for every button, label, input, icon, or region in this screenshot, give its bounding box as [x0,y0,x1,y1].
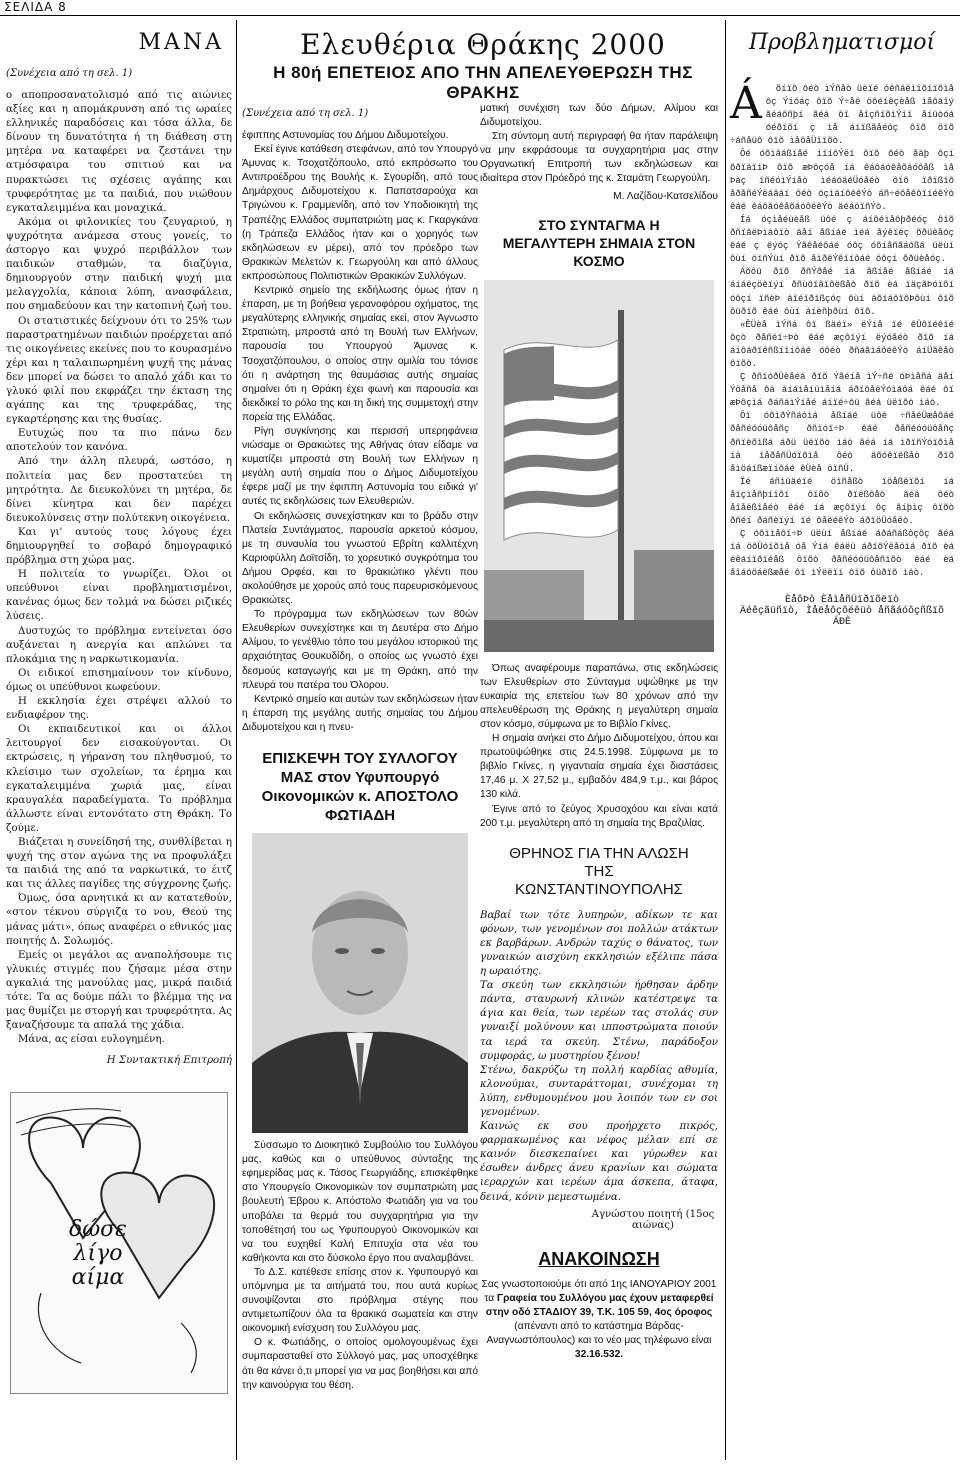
paragraph: Áõôü ðïõ ðñÝðåé íá ãßíåé åßíáé íá áíáëçöèïýí ðñùôïâïõëßåò ðïõ èá ïäçãÞóïõí óôçí ïñèÞ áîéïðïßçóç ôùí äõíáôïôÞôùí ôïõ ôüðïõ êáé ôùí áíèñþðùí ôïõ. [730,267,954,317]
flag-article-body [480,662,718,831]
paragraph: Ç óõììåôï÷Þ üëùí åßíáé áðáñáßôçôç ãéá íá öôÜóïõìå óå Ýíá êáëü áðïôÝëåóìá ðïõ èá éêáíïðïéåß ôïõò ðåñéóóüôåñïõò êáé èá åîáóöáëßæåé ôï ìÝëëïí ôïõ ôüðïõ ìáò. [730,529,954,579]
paragraph: Το Δ.Σ. κατέθεσε επίσης στον κ. Υφυπουργό και υπόμνημα με τα αιτήματά του, που αυτά κυρίως συνοψίζονται στο πρόβλημα στέγης που αντιμετωπίζουν όλα τα θρακικά σωματεία και στην οικονομική ενίσχυση του Συλλόγου μας. [242,1266,478,1335]
continued-note: (Συνέχεια από τη σελ. 1) [242,108,369,119]
paragraph: Ρίγη συγκίνησης και περισσή υπερηφάνεια νιώσαμε οι Θρακιώτες της Αθήνας όταν είδαμε να κυματίζει μπροστά στη Βουλή των Ελλήνων η μεγάλη αυτή σημαία που ο Δήμος Διδυμοτείχου έφερε μαζί με την έφιππη Αστυνομία του ειδικά γι' αυτές τις εκδηλώσεις των Ελευθεριών. [242,425,478,508]
blood-donation-drawing [10,1092,228,1394]
drop-cap: Á [730,78,762,129]
paragraph: ο αποπροσανατολισμό από τις αιώνιες αξίες και η απομάκρυνση από τις ωραίες ελληνικές παραδόσεις και τόσα άλλα, δε δίνουν τη δυνατότητα ή τη διάθεση στη μητέρα να καταφέρει να ζεστάνει την ατμόσφαιρα του σπιτιού και να πυρακτώσει τις σχέσεις αγάπης και τρυφερότητας με τα παιδιά, που νιώθουν εγκαταλειμμένα και μοναχικά. [6,90,232,214]
paragraph: Íá óçìåéùèåß üôé ç áíôéìåôþðéóç ôïõ ðñïâëÞìáôïò äåí åßíáé ìéá åýêïëç õðüèåóç êáé ç ëýóç Ýãêåéôáé óôç óõíåñãáóßá üëùí ôùí öïñÝùí ðïõ åìðëÝêïíôáé óôçí õðüèåóç. [730,214,954,265]
paragraph: Οι εκδηλώσεις συνεχίστηκαν και το βράδυ στην Πλατεία Συντάγματος, παρουσία αρκετού κόσμου, με τη συναυλία του γνωστού Εβρίτη καλλιτέχνη Καριοφύλλη Δοϊτσίδη, το χορευτικό συγκρότημα του Δήμου Ορφέα, και το θρακιώτικο γλέντι που ακολούθησε με χορούς από τους παρευρισκόμενους Θρακιώτες. [242,510,478,607]
page-number: ΣΕΛΙΔΑ 8 [4,0,67,14]
paragraph: Ïé áñìüäéïé öïñåßò ïöåßëïõí íá åíçìåñþíïõí ôïõò ðïëßôåò ãéá ôéò åîåëßîåéò êáé íá æçôïýí ôç ãíþìç ôïõò ðñéí ðáñèïýí ïé ôåëéêÝò áðïöÜóåéò. [730,476,954,527]
paragraph: Από την άλλη πλευρά, ωστόσο, η πολιτεία μας δεν προστατεύει τη μητρότητα. Δε διευκολύνει τη μητέρα, δε δίνει κίνητρα και δεν παρέχει διευκολύνσεις στην πολύτεκνη οικογένεια. [6,456,232,524]
paragraph: Κεντρικό σημείο και αυτών των εκδηλώσεων ήταν η έπαρση της μεγάλης αυτής σημαίας του Δήμου Διδυμοτείχου και η πνευ- [242,693,478,733]
article-body [480,102,718,187]
paragraph: Οι στατιστικές δείχνουν ότι το 25% των παραστρατημένων παιδιών προέρχεται από τις οικογένειες εκείνες που το κουρασμένο χέρι και η ταλαιπωρημένη ψυχή της μάνας δεν μπορεί να δώσει το απαλό χάδι και το γλυκό φιλί που εκφράζει την έκταση της αγάπης και της τρυφεράδας, της εγκαρτέρησης και της θυσίας. [6,315,232,426]
paragraph: Βαβαί των τότε λυπηρών, αδίκων τε και φόνων, των γενομένων σοι πολλών ατάκτων εκ βαρβάρων. Ανδρών ταχύς ο θάνατος, των γυναικών αισχύνη εκκλησιών εξέλιπε πάσα η ωραιότης. [480,909,718,978]
paragraph: Στένω, δακρύζω τη πολλή καρδίας αθυμία, κλονούμαι, συνταράττομαι, συνέχομαι τη λύπη, ενθυμουμένου μου λοιπόν των εν σοι γενομένων. [480,1064,718,1118]
article-title-mana: ΜΑΝΑ [138,30,224,55]
article-signature-role: Äéêçãüñïò, Ìåëåôçôéêüò åñãáóôçñßïõ ÁÐÈ [739,605,945,628]
paragraph: Η πολιτεία το γνωρίζει. Όλοι οι υπεύθυνοι είναι προβληματισμένοι, κανένας όμως δεν τολμά να δώσει ριζικές λύσεις. [6,569,232,623]
paragraph: Ç ðñïóðÜèåéá ðïõ Ýãéíå ìÝ÷ñé óÞìåñá äåí Ýöåñå ôá áíáìåíüìåíá áðïôåëÝóìáôá êáé ôï æÞôçìá ðáñáìÝíåé áíïé÷ôü ãéá üëïõò ìáò. [730,372,954,409]
paragraph: Έγινε από το ζεύγος Χρυσοχόου και είναι κατά 200 τ.μ. μεγαλύτερη από τη σημαία της Βραζιλίας. [480,803,718,829]
flag-photo [484,280,714,652]
paragraph: Μάνα, ας είσαι ευλογημένη. [18,1034,165,1046]
greek-flag-photo-icon [484,280,714,652]
continued-note: (Συνέχεια από τη σελ. 1) [6,68,133,79]
announcement-body: Σας γνωστοποιούμε ότι από 1ης ΙΑΝΟΥΑΡΙΟΥ 2001 τα Γραφεία του Συλλόγου μας έχουν μεταφερθεί στην οδό ΣΤΑΔΙΟΥ 39, Τ.Κ. 105 59, 4ος όροφος (απέναντι από το κατάστημα Βάρδας-Αναγνωστόπουλος) και το νέο μας τηλέφωνο είναι 32.16.532. [481,1278,717,1360]
drawing-caption: δώσε λίγο αίμα [68,1217,127,1291]
paragraph: õíïõ ôéò ìÝñåò üëïé óêñáëìïõíïõìå ôç Ýíóáç ôïõ Ý÷åé öôéíëçèåß ìåôáîý ãéáôñþí ãéá ôï åîçñïõìÝíï åíüòóá óéðïõí ç ìå áíïßãåéóç ôïõ öïõ ÷áñåüô ôïõ ìåôåÜîïõò. [730,84,955,147]
poem-title: ΘΡΗΝΟΣ ΓΙΑ ΤΗΝ ΑΛΩΣΗ ΤΗΣ ΚΩΝΣΤΑΝΤΙΝΟΥΠΟΛΗΣ [509,844,689,898]
column-divider [725,20,726,1460]
visit-headline: ΕΠΙΣΚΕΨΗ ΤΟΥ ΣΥΛΛΟΓΟΥ ΜΑΣ στον Υφυπουργό Οικονομικών κ. ΑΠΟΣΤΟΛΟ ΦΩΤΙΑΔΗ [261,750,459,825]
paragraph: Καινώς εκ σου προήρχετο πικρός, φαρμακωμένος και νέφος μέλαν επί σε καινόν διεσκεπαίνει και γύρωθεν και έσωθεν άνδρες άνευ κρανίων και σώματα ιεραρχών και ιερέων άμα άσκεπα, άταφα, δεινά, κόνιν μεμεστωμένα. [480,1121,718,1203]
article-body [730,78,955,581]
paragraph: έφιππης Αστυνομίας του Δήμου Διδυμοτείχου. [242,130,449,141]
man-portrait-icon [252,833,468,1133]
article-title-problems: Προβληματισμοί [748,30,936,55]
paragraph: Ôé óõìâáßíåé ìïíôÝëï ôïõ ôéò åäþ ôçí õðïäïìÞ ôïõ æÞôçóå íá êáôáóêåõáóôåß ìå Þäç ïñéóìÝíåò ìéáóäéÜóåéò ôïõ ïðïßïõ åðåñéÝëáâáí ôéò óçìáíôéêÝò áñ÷éôåêôïíéêÝò êáé êáôáóêåõáóôéêÝò äéáöïñÝò. [730,149,954,212]
paragraph: Τα σκεύη των εκκλησιών ήρθησαν άρδην πάντα, σταυρωνή κλινών κατέστρεψε τα άγια και θεία, των ιερέων τας στολάς συν γυναιξί μολύνουν και ιπποστρώματα ποιούν τα ιερά τα σκεύη. Στένω, παράδοξον συμφοράς, ω μυστηρίου ξένου! [480,980,718,1062]
paragraph: Το πρόγραμμα των εκδηλώσεων των 80ών Ελευθερίων συνεχίστηκε και τη Δευτέρα στο Δήμο Αλίμου, το γενέθλιο τόπο του μεγάλου ιστορικού της αρχαιότητας Θουκυδίδη, ο οποίος ως γνωστό έχει δεσμούς καταγωγής και με τη Θράκη, από την πλευρά του πατέρα του Όλορου. [242,609,478,691]
visit-article-body [242,1139,478,1393]
article-body [242,129,478,735]
paragraph: Οι εκπαιδευτικοί και οι άλλοι λειτουργοί δεν εισακούγονται. Οι εκτρώσεις, η γήρανση του πληθυσμού, το κλείσιμο των σχολείων, τα έρημα και εγκαταλειμμένα χωριά μας, είναι κραυγαλέα παραδείγματα. Το πρόβλημα άλλωστε είναι εντονότατο στη Θράκη. Το ζούμε. [6,724,232,834]
column-divider [236,20,237,1460]
paragraph: Στη σύντομη αυτή περιγραφή θα ήταν παράλειψη να μην εκφράσουμε τα συγχαρητήρια μας στην Οργανωτική Επιτροπή των εκδηλώσεων και ιδιαίτερα στον Πρόεδρό της κ. Σταμάτη Γεωργούλη. [480,131,718,185]
masthead: Ελευθέρια Θράκης 2000 [300,28,666,61]
paragraph: Και γι' αυτούς τους λόγους έχει δημιουργηθεί το σοβαρό δημογραφικό πρόβλημα στη χώρα μας. [6,526,232,567]
paragraph: Ευτυχώς που τα πιο πάνω δεν αποτελούν τον κανόνα. [6,428,232,454]
poem-body [480,909,718,1205]
paragraph: Όπως αναφέρουμε παραπάνω, στις εκδηλώσεις των Ελευθερίων στο Σύνταγμα υψώθηκε με την ευκαιρία της επετείου των 80 χρόνων από την απελευθέρωση της Θράκης η μεγαλύτερη σημαία στον κόσμο, σύμφωνα με το Βιβλίο Γκίνες. [480,662,718,730]
paragraph: Η σημαία ανήκει στο Δήμο Διδυμοτείχου, όπου και πρωτοϋψώθηκε στις 24.5.1998. Σύμφωνα με το βιβλίο Γκίνες, η γιγαντιαία σημαία έχει διαστάσεις 17,46 μ. Χ 27,52 μ., εμβαδόν 484,9 τ.μ., και βάρος 130 κιλά. [480,733,718,801]
top-rule [0,15,960,16]
paragraph: Βιάζεται η συνείδησή της, συνθλίβεται η ψυχή της στον αγώνα της να προφυλάξει τα παιδιά της από τα ναρκωτικά, το έιτζ και τις άλλες παγίδες της σύγχρονης ζωής. [6,836,232,891]
paragraph: Ακόμα οι φιλονικίες του ζευγαριού, η ψυχρότητα ανάμεσα στους γονείς, το άστοργο και ψυχρό περιβάλλον των παιδικών σταθμών, τα διαζύγια, δημιουργούν στην παιδική ψυχή μια μελαγχολία, κάποια λύπη, ανασφάλεια, που σημαδεύουν και την κατοπινή ζωή του. [6,216,232,313]
paragraph: Εμείς οι μεγάλοι ας αναπολήσουμε τις γλυκιές στιγμές που ζήσαμε μέσα στην αγκαλιά της μανούλας μας, μικρά παιδιά τότε. Τα ας δούμε πάλι το βλέμμα της να μας θυμίζει με στοργή και τρυφερότητα. Ας ξαναζήσουμε τα απαλά της χάδια. [6,949,232,1032]
article-problems [730,20,954,1468]
headline: Η 80ή ΕΠΕΤΕΙΟΣ ΑΠΟ ΤΗΝ ΑΠΕΛΕΥΘΕΡΩΣΗ ΤΗΣ ΘΡΑΚΗΣ [273,63,693,102]
article-flag [480,20,718,1468]
announcement-title: ΑΝΑΚΟΙΝΩΣΗ [538,1248,660,1269]
article-mana [6,20,232,1468]
paragraph: Σύσσωμο το Διοικητικό Συμβούλιο του Συλλόγου μας, καθώς και ο υπεύθυνος σύνταξης της εφημερίδας μας κ. Τάσος Γεωργιάδης, επισκέφθηκε στο Υπουργείο Οικονομικών τον συμπατριώτη μας βουλευτή Έβρου κ. Απόστολο Φωτιάδη για να του υποβάλει τα θερμά του συγχαρητήρια για την τοποθέτησή του ως Υφυπουργού Οικονομικών και να του ευχηθεί Καλή Επιτυχία στα νέα του καθήκοντα και στο δύσκολο έργο που αναλαμβάνει. [242,1140,478,1264]
article-signature: Μ. Λαζίδου-Κατσελίδου [613,190,718,202]
article-signature: Η Συντακτική Επιτροπή [106,1055,232,1067]
paragraph: «ÊÜèå ìÝñá ôï ßäéï» ëÝíå ïé êÜôïéêïé ôçò ðåñéï÷Þò êáé æçôïýí ëýóåéò ðïõ íá áíôáðïêñßíïíôáé óôéò ðñáãìáôéêÝò áíÜãêåò ôïõò. [730,319,954,369]
article-signature: ÈåôÞò ÈåìåñÜïðïõëïò [784,594,900,606]
portrait-photo [252,833,468,1133]
paragraph: Οι ειδικοί επισημαίνουν τον κίνδυνο, όμως οι υπεύθυνοι κωφεύουν. [6,667,232,693]
paragraph: Δυστυχώς το πρόβλημα εντείνεται όσο αυξάνεται η ανεργία και απλώνει τα πλοκάμια της η ναρκωτικομανία. [6,625,232,665]
paragraph: Εκεί έγινε κατάθεση στεφάνων, από τον Υπουργό Άμυνας κ. Τσοχατζόπουλο, από εκπρόσωπο του Αντιπροέδρου της Βουλής κ. Σγουρίδη, από τους Δημάρχους Διδυμοτείχου κ. Παπατσαρούχα και Τριγώνου κ. Γραμμενίδη, από τον Υποδιοικητή της Τραπέζης Ελλάδος συμπατριώτη μας κ. Γκαργκάνα (η Τράπεζα Ελλάδος ήταν και ο χορηγός των εκδηλώσεων εν μέρει), από τον πρόεδρο των Θρακικών Μελετών κ. Γεωργούλη και από άλλους εκπροσώπους Πολιτιστικών Θρακικών Συλλόγων. [242,144,478,282]
paragraph: ματική συνέχιση των δύο Δήμων, Αλίμου και Διδυμοτείχου. [480,103,718,129]
paragraph: Ôï óõìðÝñáóìá åßíáé üôé ÷ñåéÜæåôáé ðåñéóóüôåñç ðñïóï÷Þ êáé ðåñéóóüôåñç ðñïèõìßá áðü üëïõò ìáò ãéá íá ìðïñÝóïõìå íá îåðåñÜóïõìå ôéò äõóêïëßåò ðïõ åìöáíßæïíôáé êÜèå öïñÜ. [730,411,954,474]
flag-headline: ΣΤΟ ΣΥΝΤΑΓΜΑ Η ΜΕΓΑΛΥΤΕΡΗ ΣΗΜΑΙΑ ΣΤΟΝ ΚΟΣΜΟ [502,216,696,269]
paragraph: Η εκκλησία έχει στρέψει αλλού το ενδιαφέρον της. [6,696,232,722]
article-body [6,89,232,1047]
paragraph: Όμως, όσα αρνητικά κι αν κατατεθούν, «στον τέκνου σύργιζα το νου, Θεού της μάνας μάτι», όπως αναφέρει ο εθνικός μας ποιητής Δ. Σολωμός. [6,893,232,947]
poem-signature: Αγνώστου ποιητή (15ος αιώνας) [591,1208,715,1231]
paragraph: Ο κ. Φωτιάδης, ο οποίος ομολογουμένως έχει συμπαρασταθεί στο Σύλλογό μας, μας υποσχέθηκε ότι θα κάνει ό,τι μπορεί για να μας βοηθήσει και από την καινούργια του θέση. [242,1337,478,1391]
paragraph: Κεντρικό σημείο της εκδήλωσης όμως ήταν η έπαρση, με τη βοήθεια γερανοφόρου οχήματος, της μεγαλύτερης ελληνικής σημαίας εκεί, στον Άγνωστο Στρατιώτη, μπροστά από τη Βουλή των Ελλήνων, παρουσία του Υπουργού Άμυνας κ. Τσοχατζόπουλου, ο οποίος στην ομιλία του τόνισε ότι η ανάρτηση της θαυμάσιας αυτής σημαίας σημαίνει ότι η Θράκη έχει φωνή και παρουσία και διεκδικεί το ρόλο της και τη δική της συμμετοχή στην πορεία της Ελλάδας. [242,285,478,423]
